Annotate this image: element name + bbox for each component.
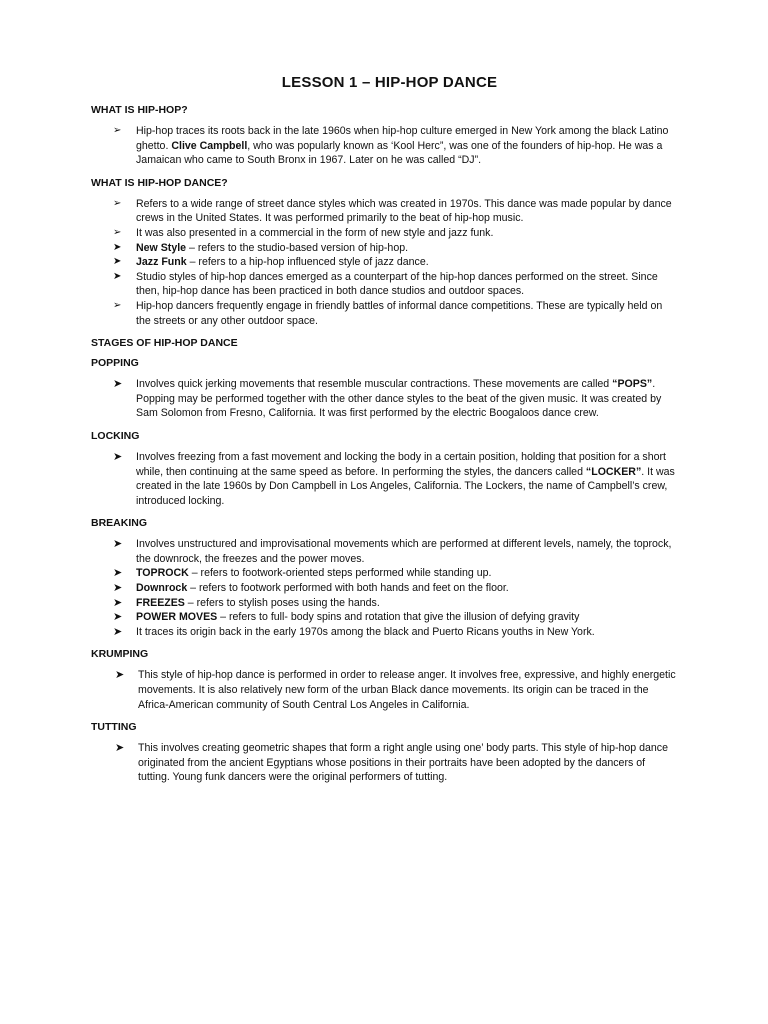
bold-term: New Style [136,241,187,254]
list-item: ➤ POWER MOVES – refers to full- body spins and rotation that give the illusion of defying gravity [113,611,580,624]
arrow-bullet-icon: ➤ [115,742,125,755]
arrow-bullet-icon: ➢ [113,197,122,209]
list-item: ➢ Hip-hop dancers frequently engage in friendly battles of informal dance competitions. These are typically held on the streets or any other outdoor space. [113,299,663,327]
page-title: LESSON 1 – HIP-HOP DANCE [281,74,498,91]
list-breaking [91,537,678,639]
list-item: ➢ Hip-hop traces its roots back in the late 1960s when hip-hop culture emerged in New York among the black Latino ghetto. Clive Campbell, who was popularly known as ‘Kool Herc”, was one of the founders of hip-hop. He was a Jamaican who came to South Bronx in 1967. Later on he was called “DJ”. [113,125,669,167]
list-what-is-hip-hop [91,124,678,168]
list-item: ➤ Downrock – refers to footwork performed with both hands and feet on the floor. [113,582,509,595]
arrow-bullet-icon: ➤ [113,538,123,551]
arrow-bullet-icon: ➤ [113,378,123,391]
arrow-bullet-icon: ➢ [113,226,122,238]
arrow-bullet-icon: ➤ [115,669,125,682]
arrow-bullet-icon: ➤ [113,582,123,595]
bold-term: “POPS” [612,378,653,391]
bold-term: POWER MOVES [136,611,218,624]
arrow-bullet-icon: ➤ [113,450,123,463]
list-tutting [91,741,678,785]
arrow-bullet-icon: ➤ [113,596,123,609]
bold-term: TOPROCK [136,567,189,580]
arrow-bullet-icon: ➢ [113,125,122,136]
list-item: ➤ TOPROCK – refers to footwork-oriented steps performed while standing up. [113,567,492,580]
bold-term: FREEZES [136,596,185,609]
list-popping [91,377,678,421]
heading-tutting: TUTTING [91,721,137,734]
bold-term: Downrock [136,582,188,595]
list-item: ➤ It traces its origin back in the early 1970s among the black and Puerto Ricans youths in New York. [113,625,595,638]
arrow-bullet-icon: ➤ [113,625,123,638]
arrow-bullet-icon: ➢ [113,299,122,311]
heading-locking: LOCKING [91,429,140,442]
heading-breaking: BREAKING [91,517,148,530]
list-locking [91,450,678,508]
arrow-bullet-icon: ➤ [113,611,123,624]
heading-krumping: KRUMPING [91,648,149,661]
heading-what-is-hip-hop: WHAT IS HIP-HOP? [91,104,188,116]
list-item: ➤ Studio styles of hip-hop dances emerged as a counterpart of the hip-hop dances performed on the street. Since then, hip-hop dance has been practiced in both dance studios and outdoor spaces. [113,270,658,298]
heading-stages: STAGES OF HIP-HOP DANCE [91,337,238,350]
arrow-bullet-icon: ➤ [113,567,123,580]
arrow-bullet-icon: ➤ [113,256,122,268]
list-item: ➤ This style of hip-hop dance is performed in order to release anger. It involves free, expressive, and highly energetic movements. It is also relatively new form of the urban Black dance movements. Its origin can be traced in the Africa-American community of South Central Los Angeles in California. [115,669,676,711]
list-item: ➤ Involves unstructured and improvisational movements which are performed at different levels, namely, the toprock, the downrock, the freezes and the power moves. [113,538,672,565]
bold-term: Clive Campbell [171,139,248,152]
bold-term: “LOCKER” [585,465,642,478]
heading-popping: POPPING [91,357,139,370]
list-item: ➢ It was also presented in a commercial in the form of new style and jazz funk. [113,226,494,239]
list-item: ➤ FREEZES – refers to stylish poses using the hands. [113,596,380,609]
list-what-is-hip-hop-dance [91,197,678,328]
list-item: ➤ Involves quick jerking movements that resemble muscular contractions. These movements are called “POPS”. Popping may be performed together with the other dance styles to the beat of the given music. It was created by Sam Solomon from Fresno, California. It was first performed by the electric Boogaloos dance crew. [113,378,662,420]
list-item: ➢ Refers to a wide range of street dance styles which was created in 1970s. This dance was made popular by dance crews in the United States. It was performed primarily to the beat of hip-hop music. [113,197,672,225]
arrow-bullet-icon: ➤ [113,270,122,282]
list-item: ➤ Involves freezing from a fast movement and locking the body in a certain position, holding that position for a short while, then continuing at the same speed as before. In performing the styles, the dancers called “LOCKER”. It was created in the late 1960s by Don Campbell in Los Angeles, California. The Lockers, the name of Campbell’s crew, introduced locking. [113,450,675,507]
arrow-bullet-icon: ➤ [113,241,122,253]
list-krumping [91,668,678,712]
list-item: ➤ Jazz Funk – refers to a hip-hop influenced style of jazz dance. [113,256,429,269]
list-item: ➤ This involves creating geometric shapes that form a right angle using one’ body parts. This style of hip-hop dance originated from the ancient Egyptians whose positions in their portraits have been adopted by the dancers of tutting. Young funk dancers were the original performers of tutting. [115,742,668,784]
heading-what-is-hip-hop-dance: WHAT IS HIP-HOP DANCE? [91,176,228,189]
list-item: ➤ New Style – refers to the studio-based version of hip-hop. [113,241,409,254]
bold-term: Jazz Funk [136,256,187,269]
